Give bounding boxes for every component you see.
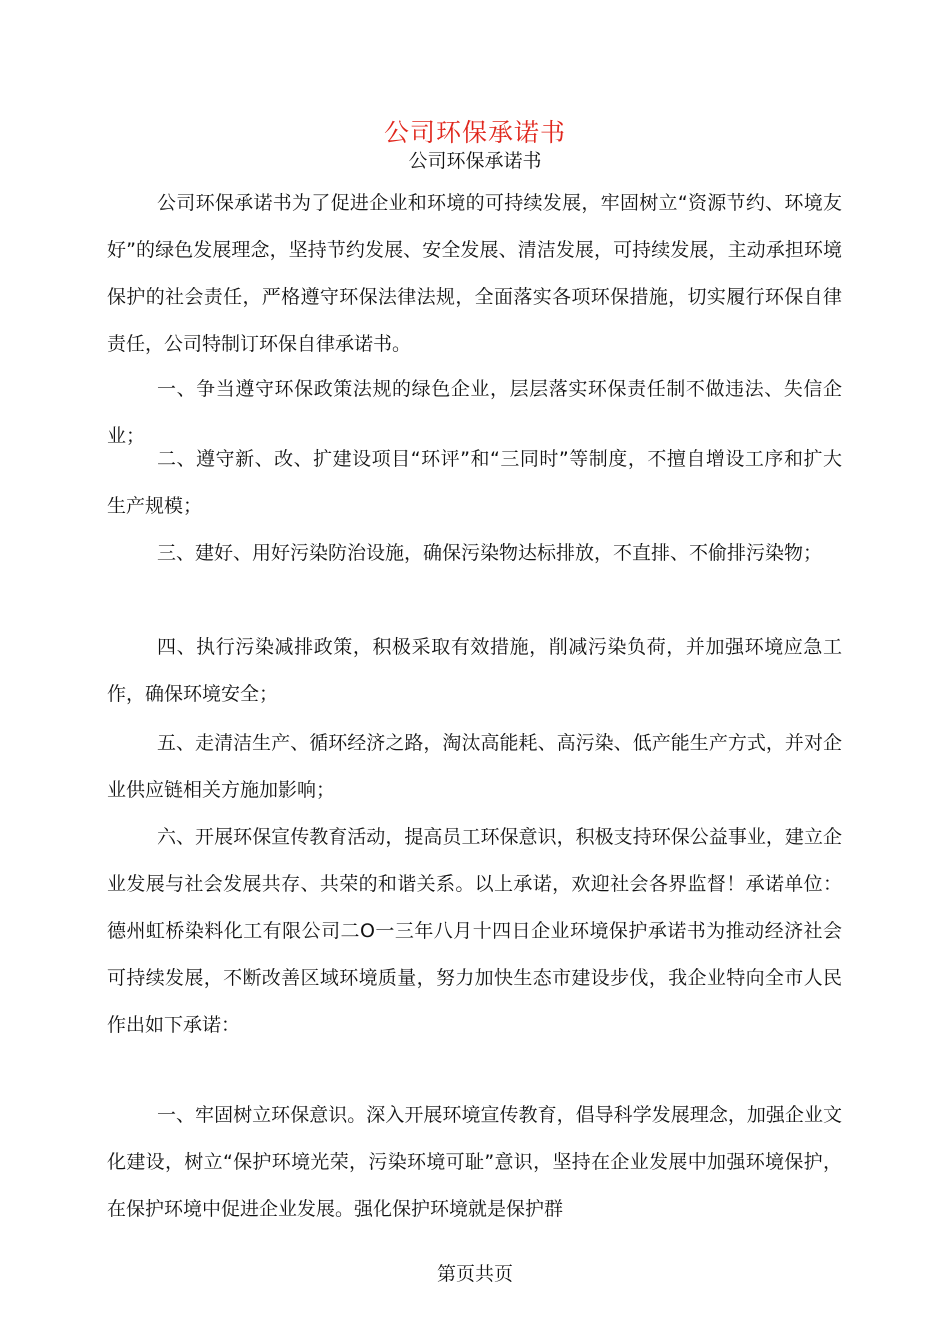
commitment-item-4: 四、执行污染减排政策，积极采取有效措施，削减污染负荷，并加强环境应急工作，确保环境安全；: [107, 636, 842, 705]
commitment-item-3: 三、建好、用好污染防治设施，确保污染物达标排放，不直排、不偷排污染物；: [157, 542, 823, 564]
page-footer: 第页共页: [436, 1263, 513, 1285]
commitment-item-6: 六、开展环保宣传教育活动，提高员工环保意识，积极支持环保公益事业，建立企业发展与社会发展共存、共荣的和谐关系。以上承诺，欢迎社会各界监督！承诺单位：德州虹桥染料化工有限公司二O一三年八月十四日企业环境保护承诺书为推动经济社会可持续发展，不断改善区域环境质量，努力加快生态市建设步伐，我企业特向全市人民作出如下承诺：: [107, 826, 842, 1036]
document-subtitle: 公司环保承诺书: [408, 150, 542, 172]
commitment-item-5: 五、走清洁生产、循环经济之路，淘汰高能耗、高污染、低产能生产方式，并对企业供应链相关方施加影响；: [107, 732, 842, 801]
second-commitment-item-1: 一、牢固树立环保意识。深入开展环境宣传教育，倡导科学发展理念，加强企业文化建设，树立“保护环境光荣，污染环境可耻”意识，坚持在企业发展中加强环境保护，在保护环境中促进企业发展。强化保护环境就是保护群: [107, 1104, 842, 1220]
commitment-item-2: 二、遵守新、改、扩建设项目“环评”和“三同时”等制度，不擅自增设工序和扩大生产规模；: [107, 448, 842, 517]
intro-paragraph: 公司环保承诺书为了促进企业和环境的可持续发展，牢固树立“资源节约、环境友好”的绿色发展理念，坚持节约发展、安全发展、清洁发展，可持续发展，主动承担环境保护的社会责任，严格遵守环保法律法规，全面落实各项环保措施，切实履行环保自律责任，公司特制订环保自律承诺书。: [107, 192, 842, 355]
document-title: 公司环保承诺书: [383, 118, 566, 147]
commitment-item-1: 一、争当遵守环保政策法规的绿色企业，层层落实环保责任制不做违法、失信企业；: [107, 378, 842, 447]
